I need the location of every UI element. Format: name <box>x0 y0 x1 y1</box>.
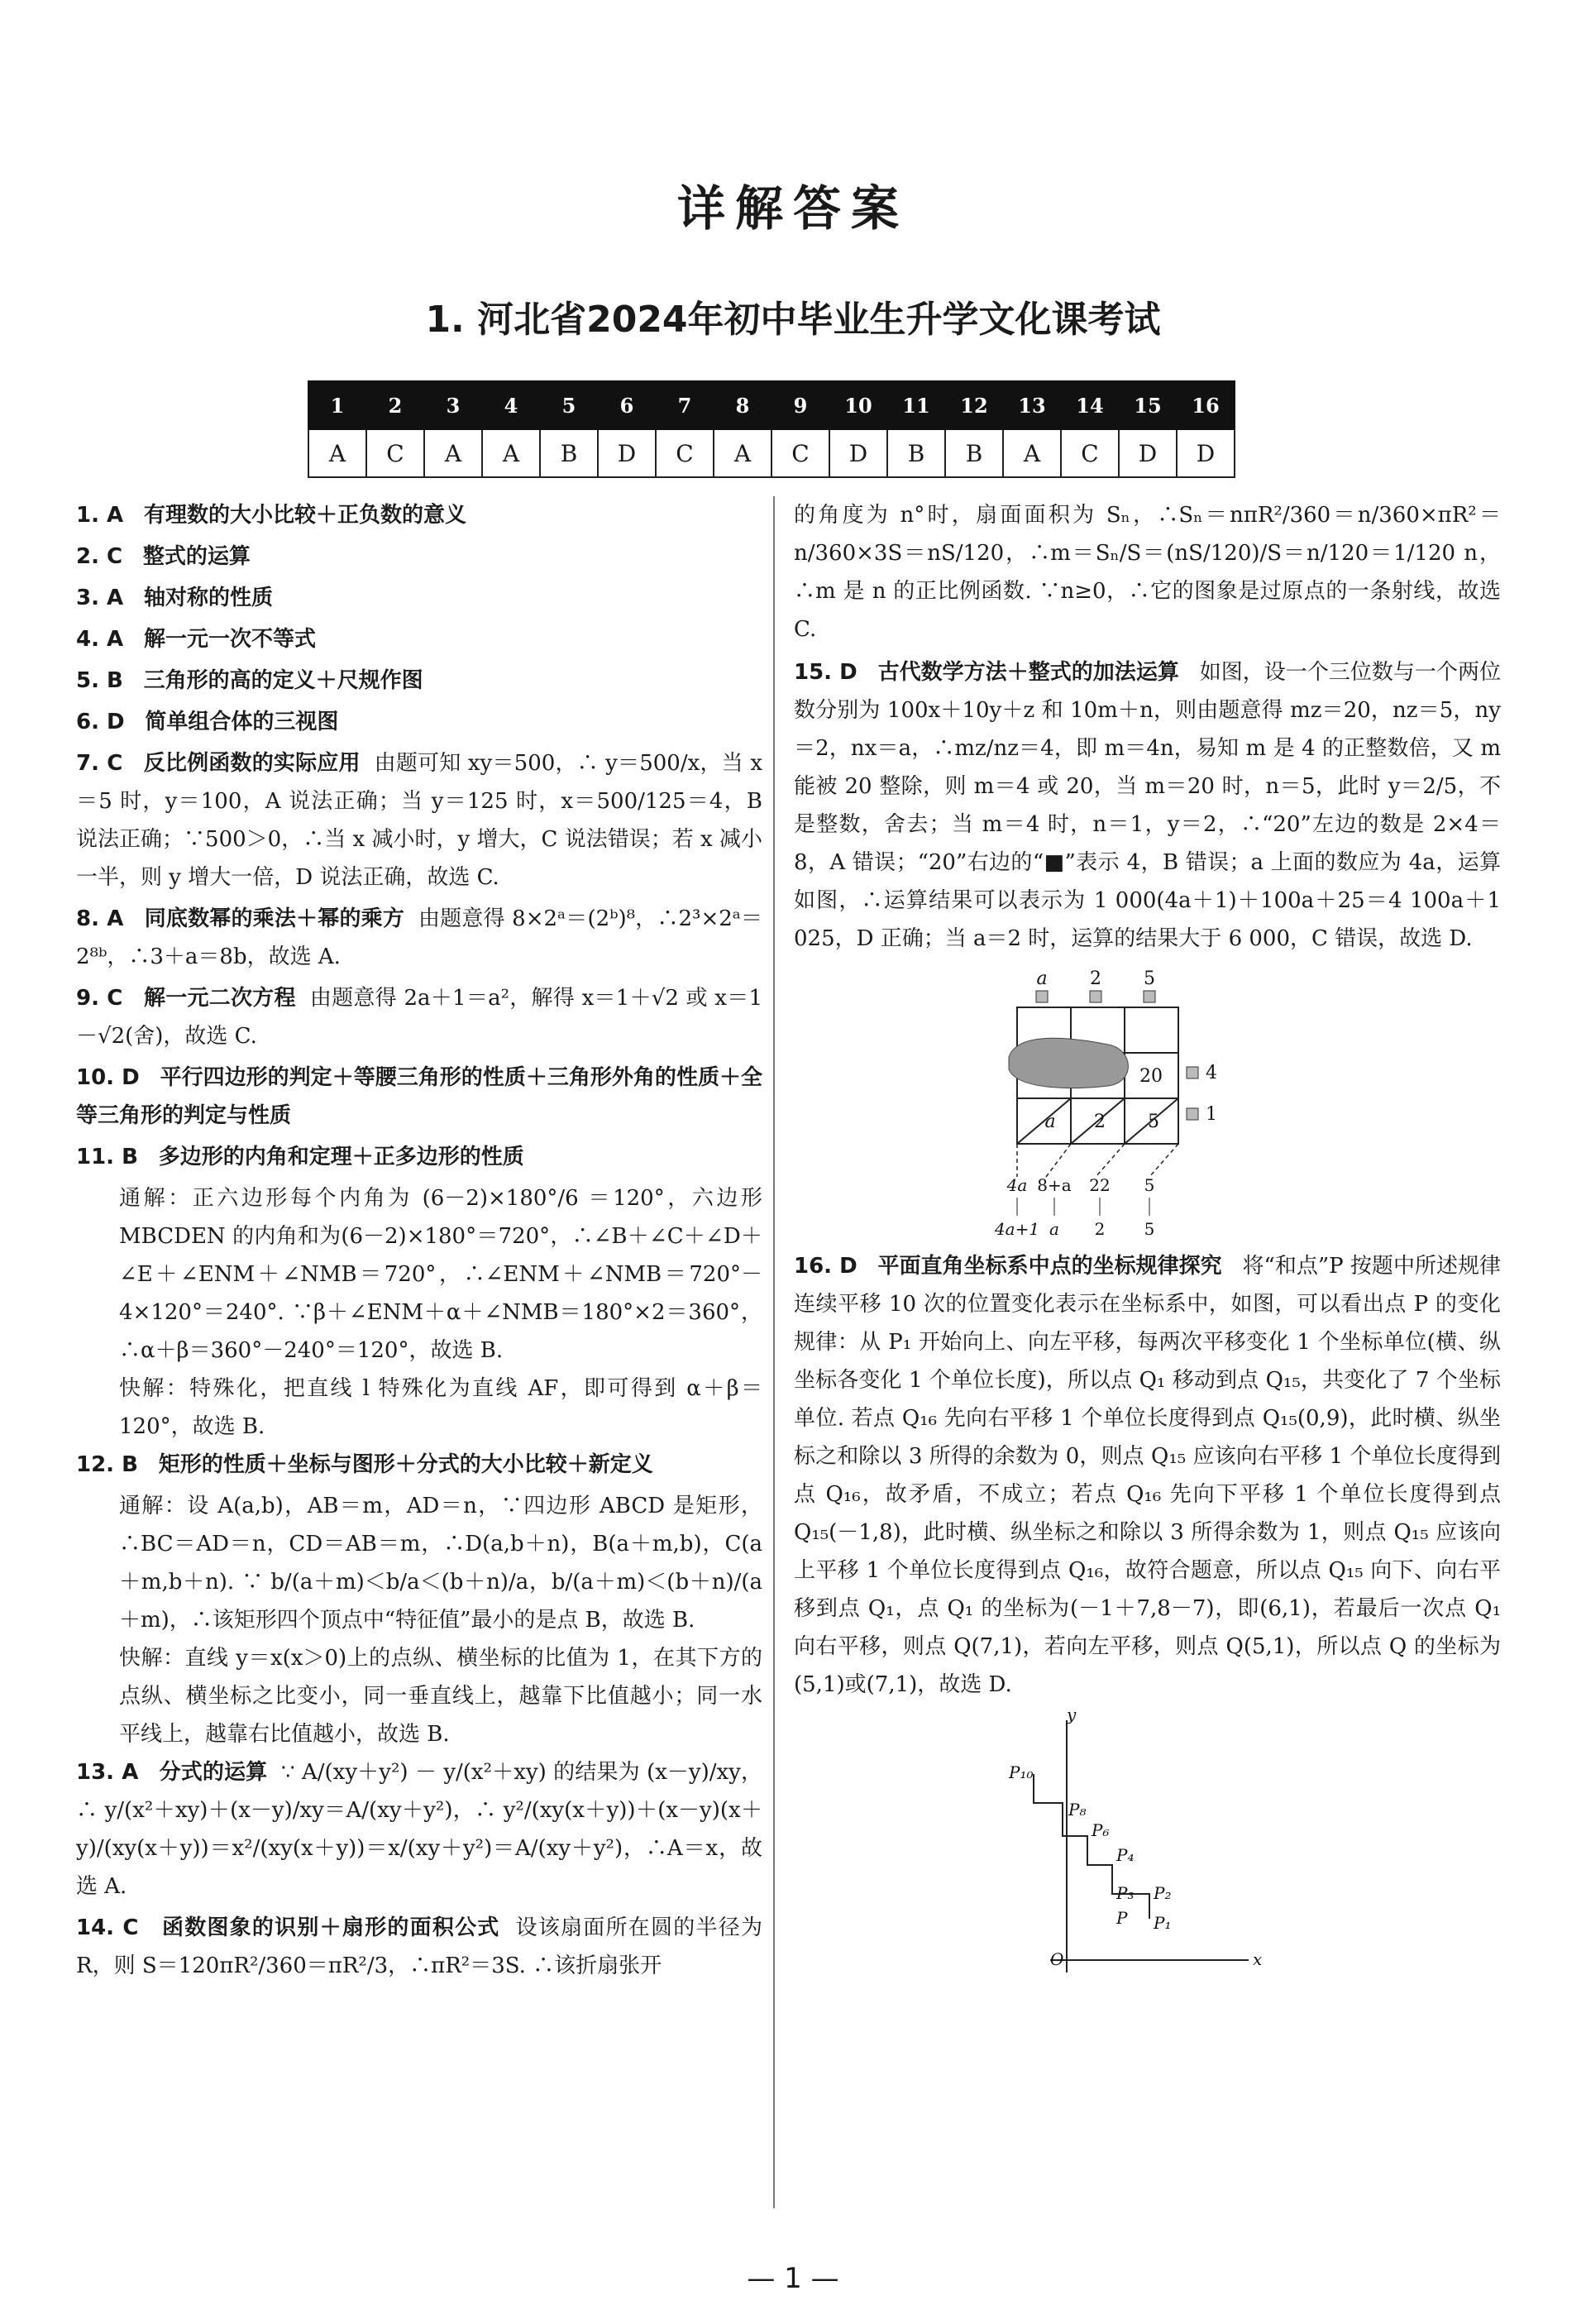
answer-table-number: 2 <box>366 381 424 429</box>
answer-item <box>76 703 762 741</box>
answer-table-number: 4 <box>482 381 540 429</box>
q14 <box>76 1909 762 1985</box>
answer-table-number: 12 <box>945 381 1003 429</box>
svg-text:1: 1 <box>1206 1104 1217 1125</box>
answer-item <box>76 538 762 576</box>
answer-table-answer: B <box>540 429 598 477</box>
answer-item <box>76 900 762 976</box>
q11-general-solution: 通解：正六边形每个内角为 (6－2)×180°/6 ＝120°，六边形 MBCDEN 的内角和为(6－2)×180°＝720°，∴∠B＋∠C＋∠D＋∠E＋∠ENM＋∠NMB＝720°，∴∠ENM＋∠NMB＝720°－4×120°＝240°. ∵β＋∠ENM＋α＋∠NMB＝180°×2＝360°，∴α＋β＝360°－240°＝120°，故选 B. <box>119 1186 762 1363</box>
answer-topic: 解一元二次方程 <box>143 986 296 1011</box>
answer-number: 10. D <box>76 1065 140 1090</box>
svg-text:x: x <box>1253 1949 1263 1969</box>
answer-item <box>76 620 762 658</box>
answer-number: 2. C <box>76 544 123 569</box>
left-column <box>76 496 762 1988</box>
q15: 15. D 古代数学方法＋整式的加法运算 如图，设一个三位数与一个两位数分别为 100x＋10y＋z 和 10m＋n，则由题意得 mz＝20，nz＝5，ny＝2，nx＝a，∴mz/nz＝4，即 m＝4n，易知 m 是 4 的正整数倍，又 m 能被 20 整除，则 m＝4 或 20，当 m＝20 时，n＝5，此时 y＝2/5，不是整数，舍去；当 m＝4 时，n＝1，y＝2，∴“20”左边的数是 2×4＝8，A 错误；“20”右边的“■”表示 4，B 错误；a 上面的数应为 4a，运算如图，∴运算结果可以表示为 1 000(4a＋1)＋100a＋25＝4 100a＋1 025，D 正确；当 a＝2 时，运算的结果大于 6 000，C 错误，故选 D. <box>794 660 1501 951</box>
svg-text:2: 2 <box>1094 1219 1106 1239</box>
answer-table-answer: A <box>308 429 366 477</box>
multiplication-grid-figure <box>984 966 1257 1239</box>
answer-table-answer: B <box>945 429 1003 477</box>
answer-topic: 反比例函数的实际应用 <box>143 751 361 776</box>
answer-table-number: 6 <box>598 381 656 429</box>
answer-number: 5. B <box>76 668 123 693</box>
svg-text:a: a <box>1049 1219 1059 1239</box>
q11-quick-solution: 快解：特殊化，把直线 l 特殊化为直线 AF，即可得到 α＋β＝120°，故选 B. <box>119 1376 762 1439</box>
answer-explanation: 设该扇面所在圆的半径为 R，则 S＝120πR²/360＝πR²/3，∴πR²＝3S. ∴该折扇张开 <box>76 1915 762 1978</box>
svg-text:5: 5 <box>1148 1112 1159 1132</box>
svg-text:2: 2 <box>1094 1112 1106 1132</box>
svg-text:22: 22 <box>1089 1175 1111 1195</box>
answer-topic: 分式的运算 <box>159 1760 268 1785</box>
answer-explanation: 由题可知 xy＝500，∴ y＝500/x，当 x＝5 时，y＝100，A 说法正确；当 y＝125 时，x＝500/125＝4，B 说法正确；∵500＞0，∴当 x 减小时，y 增大，C 说法错误；若 x 减小一半，则 y 增大一倍，D 说法正确，故选 C. <box>76 751 762 890</box>
answer-number: 3. A <box>76 586 124 610</box>
answer-topic: 函数图象的识别＋扇形的面积公式 <box>161 1915 500 1940</box>
answer-table-number: 8 <box>714 381 772 429</box>
grid-top-label: a <box>1036 968 1048 989</box>
page-number: — 1 — <box>747 2262 839 2295</box>
answer-topic: 有理数的大小比较＋正负数的意义 <box>143 503 466 528</box>
answer-number: 6. D <box>76 710 125 734</box>
answer-table-answer: C <box>366 429 424 477</box>
answer-item <box>76 1059 762 1135</box>
q12-quick-solution: 快解：直线 y＝x(x＞0)上的点纵、横坐标的比值为 1，在其下方的点纵、横坐标之比变小，同一垂直线上，越靠下比值越小；同一水平线上，越靠右比值越小，故选 B. <box>119 1646 762 1747</box>
answer-table-number: 5 <box>540 381 598 429</box>
svg-text:8+a: 8+a <box>1037 1175 1072 1195</box>
column-divider <box>773 496 775 2208</box>
answer-topic: 矩形的性质＋坐标与图形＋分式的大小比较＋新定义 <box>158 1452 653 1477</box>
answer-table-answer: D <box>1119 429 1177 477</box>
q13 <box>76 1753 762 1906</box>
answer-table-number: 10 <box>829 381 887 429</box>
answer-table-answer: A <box>1003 429 1061 477</box>
q12 <box>76 1446 762 1484</box>
svg-text:P₁: P₁ <box>1154 1913 1172 1933</box>
answer-table-number: 7 <box>656 381 714 429</box>
svg-text:P₁₀: P₁₀ <box>1009 1762 1034 1782</box>
answer-table-number: 1 <box>308 381 366 429</box>
svg-text:5: 5 <box>1144 1219 1155 1239</box>
answer-table-number: 3 <box>424 381 482 429</box>
answer-table-number: 9 <box>772 381 829 429</box>
answer-table-answer: A <box>714 429 772 477</box>
svg-text:P₄: P₄ <box>1116 1845 1135 1865</box>
answer-topic: 整式的运算 <box>142 544 251 569</box>
svg-text:4a: 4a <box>1006 1175 1028 1195</box>
answer-number: 12. B <box>76 1452 138 1477</box>
answer-item <box>76 579 762 617</box>
svg-text:P: P <box>1116 1908 1128 1928</box>
answer-number: 9. C <box>76 986 123 1011</box>
svg-text:4a+1: 4a+1 <box>994 1219 1040 1239</box>
answer-topic: 简单组合体的三视图 <box>145 710 339 734</box>
answer-number: 1. A <box>76 503 124 528</box>
answer-table-answer: C <box>1061 429 1119 477</box>
answer-table-answer: C <box>656 429 714 477</box>
svg-text:P₆: P₆ <box>1092 1820 1110 1840</box>
answer-explanation: ∵ A/(xy＋y²) － y/(x²＋xy) 的结果为 (x－y)/xy，∴ y/(x²＋xy)＋(x－y)/xy＝A/(xy＋y²)，∴ y²/(xy(x＋y))＋(x－y)(x＋y)/(xy(x＋y))＝x²/(xy(x＋y))＝x/(xy＋y²)＝A/(xy＋y²)，∴A＝x，故选 A. <box>76 1760 762 1899</box>
answer-table-number: 11 <box>887 381 945 429</box>
answer-topic: 平行四边形的判定＋等腰三角形的性质＋三角形外角的性质＋全等三角形的判定与性质 <box>76 1065 762 1128</box>
q14-continuation: 的角度为 n°时，扇面面积为 Sₙ，∴Sₙ＝nπR²/360＝n/360×πR²＝n/360×3S＝nS/120，∴m＝Sₙ/S＝(nS/120)/S＝n/120＝1/120 n，∴m 是 n 的正比例函数. ∵n≥0，∴它的图象是过原点的一条射线，故选 C. <box>794 503 1501 642</box>
svg-text:a: a <box>1044 1112 1056 1132</box>
answer-table-number: 13 <box>1003 381 1061 429</box>
answer-topic: 解一元一次不等式 <box>143 627 316 652</box>
answer-table-answer: D <box>598 429 656 477</box>
answer-number: 14. C <box>76 1915 139 1940</box>
answer-item <box>76 496 762 534</box>
answer-table-answer: B <box>887 429 945 477</box>
coordinate-path-figure <box>1001 1712 1265 1977</box>
answer-topic: 同底数幂的乘法＋幂的乘方 <box>144 906 405 931</box>
svg-text:P₈: P₈ <box>1068 1800 1087 1820</box>
answer-explanation: 由题意得 8×2ᵃ＝(2ᵇ)⁸，∴2³×2ᵃ＝2⁸ᵇ，∴3＋a＝8b，故选 A. <box>76 906 763 969</box>
exam-title: 1. 河北省2024年初中毕业生升学文化课考试 <box>425 299 1161 341</box>
page-title: 详解答案 <box>676 180 909 237</box>
answer-item <box>76 744 762 897</box>
answer-table <box>308 380 1235 478</box>
answer-table-answer: A <box>424 429 482 477</box>
svg-text:P₂: P₂ <box>1154 1883 1172 1903</box>
svg-text:O: O <box>1050 1949 1064 1969</box>
answer-table-number: 16 <box>1177 381 1235 429</box>
answer-topic: 三角形的高的定义＋尺规作图 <box>143 668 423 693</box>
answer-table-number: 14 <box>1061 381 1119 429</box>
grid-top-label: 5 <box>1144 968 1155 989</box>
q12-general-solution: 通解：设 A(a,b)，AB＝m，AD＝n，∵四边形 ABCD 是矩形，∴BC＝AD＝n，CD＝AB＝m，∴D(a,b＋n)，B(a＋m,b)，C(a＋m,b＋n). ∵ b/(a＋m)＜b/a＜(b＋n)/a，b/(a＋m)＜(b＋n)/(a＋m)，∴该矩形四个顶点中“特征值”最小的是点 B，故选 B. <box>119 1494 762 1633</box>
answer-number: 7. C <box>76 751 123 776</box>
q16: 16. D 平面直角坐标系中点的坐标规律探究 将“和点”P 按题中所述规律连续平移 10 次的位置变化表示在坐标系中，如图，可以看出点 P 的变化规律：从 P₁ 开始向上、向左平移，每两次平移变化 1 个坐标单位(横、纵坐标各变化 1 个单位长度)，所以点 Q₁ 移动到点 Q₁₅，共变化了 7 个坐标单位. 若点 Q₁₆ 先向右平移 1 个单位长度得到点 Q₁₅(0,9)，此时横、纵坐标之和除以 3 所得的余数为 0，则点 Q₁₅ 应该向右平移 1 个单位长度得到点 Q₁₆，故矛盾，不成立；若点 Q₁₆ 先向下平移 1 个单位长度得到点 Q₁₅(－1,8)，此时横、纵坐标之和除以 3 所得余数为 1，则点 Q₁₅ 应该向上平移 1 个单位长度得到点 Q₁₆，故符合题意，所以点 Q₁₅ 向下、向右平移到点 Q₁，点 Q₁ 的坐标为(－1＋7,8－7)，即(6,1)，若最后一次点 Q₁ 向右平移，则点 Q(7,1)，若向左平移，则点 Q(5,1)，所以点 Q 的坐标为(5,1)或(7,1)，故选 D. <box>794 1254 1501 1697</box>
svg-text:P₃: P₃ <box>1116 1883 1135 1903</box>
right-column <box>794 496 1501 1985</box>
answer-item <box>76 979 762 1055</box>
answer-table-number: 15 <box>1119 381 1177 429</box>
answer-table-answer: D <box>829 429 887 477</box>
answer-table-answer: D <box>1177 429 1235 477</box>
answer-number: 13. A <box>76 1760 139 1785</box>
answer-item <box>76 662 762 700</box>
answer-number: 11. B <box>76 1145 138 1169</box>
answer-topic: 轴对称的性质 <box>143 586 273 610</box>
answer-explanation: 由题意得 2a＋1＝a²，解得 x＝1＋√2 或 x＝1－√2(舍)，故选 C. <box>76 986 763 1049</box>
answer-number: 4. A <box>76 627 124 652</box>
svg-text:20: 20 <box>1139 1066 1163 1087</box>
grid-top-label: 2 <box>1090 968 1101 989</box>
answer-table-answer: A <box>482 429 540 477</box>
answer-topic: 多边形的内角和定理＋正多边形的性质 <box>158 1145 524 1169</box>
answer-table-answer: C <box>772 429 829 477</box>
svg-text:4: 4 <box>1206 1063 1217 1083</box>
answer-number: 8. A <box>76 906 124 931</box>
svg-text:5: 5 <box>1144 1175 1155 1195</box>
answer-item <box>76 1138 762 1176</box>
svg-text:y: y <box>1067 1712 1077 1724</box>
